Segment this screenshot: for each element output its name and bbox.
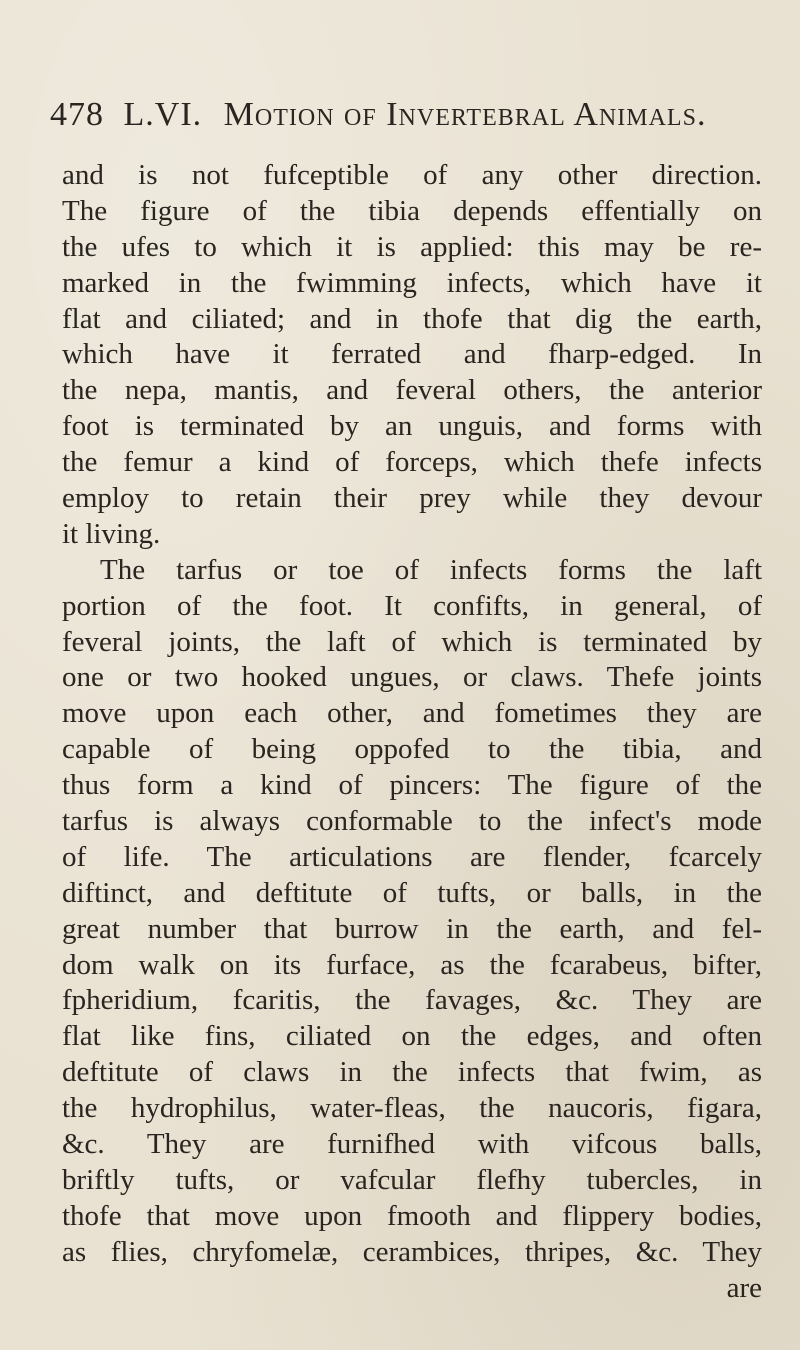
text-line: briftly tufts, or vafcular flefhy tubercles, in bbox=[62, 1163, 762, 1196]
text-line: thofe that move upon fmooth and flippery bodies, bbox=[62, 1199, 762, 1232]
page-number: 478 bbox=[50, 96, 104, 133]
text-line: &c. They are furnifhed with vifcous balls, bbox=[62, 1128, 762, 1161]
text-line: the ufes to which it is applied: this may be re- bbox=[62, 230, 762, 263]
running-title: Motion of Invertebral Animals. bbox=[223, 96, 707, 133]
text-line: as flies, chryfomelæ, cerambices, thripes, &c. They bbox=[62, 1235, 762, 1268]
running-head bbox=[50, 90, 750, 140]
text-line: deftitute of claws in the infects that fwim, as bbox=[62, 1056, 762, 1089]
text-line: portion of the foot. It confifts, in general, of bbox=[62, 589, 762, 622]
text-line: the femur a kind of forceps, which thefe infects bbox=[62, 446, 762, 479]
text-line: which have it ferrated and fharp-edged. In bbox=[62, 338, 762, 371]
text-line: foot is terminated by an unguis, and forms with bbox=[62, 410, 762, 443]
text-line: capable of being oppofed to the tibia, and bbox=[62, 733, 762, 766]
text-line: move upon each other, and fometimes they are bbox=[62, 697, 762, 730]
text-line: The tarfus or toe of infects forms the laft bbox=[100, 553, 762, 586]
text-line: great number that burrow in the earth, and fel- bbox=[62, 912, 762, 945]
text-line: The figure of the tibia depends effentially on bbox=[62, 194, 762, 227]
text-line: of life. The articulations are flender, fcarcely bbox=[62, 840, 762, 873]
text-line: the nepa, mantis, and feveral others, the anterior bbox=[62, 374, 762, 407]
text-line: flat and ciliated; and in thofe that dig the earth, bbox=[62, 302, 762, 335]
text-line: thus form a kind of pincers: The figure of the bbox=[62, 769, 762, 802]
text-line: and is not fufceptible of any other direction. bbox=[62, 159, 762, 191]
text-line: diftinct, and deftitute of tufts, or balls, in the bbox=[62, 876, 762, 909]
text-line: flat like fins, ciliated on the edges, and often bbox=[62, 1020, 762, 1053]
text-line: the hydrophilus, water-fleas, the naucoris, figara, bbox=[62, 1092, 762, 1125]
body-text bbox=[62, 158, 762, 1307]
text-line: employ to retain their prey while they devour bbox=[62, 482, 762, 515]
text-line: tarfus is always conformable to the infect's mode bbox=[62, 805, 762, 838]
text-line: one or two hooked ungues, or claws. Thefe joints bbox=[62, 661, 762, 694]
chapter-label: L.VI. bbox=[123, 96, 203, 133]
text-line: marked in the fwimming infects, which have it bbox=[62, 266, 762, 299]
catchword: are bbox=[726, 1271, 762, 1304]
text-line: fpheridium, fcaritis, the favages, &c. They are bbox=[62, 984, 762, 1017]
text-line: dom walk on its furface, as the fcarabeus, bifter, bbox=[62, 948, 762, 981]
text-line: feveral joints, the laft of which is terminated by bbox=[62, 625, 762, 658]
text-line: it living. bbox=[62, 517, 161, 550]
